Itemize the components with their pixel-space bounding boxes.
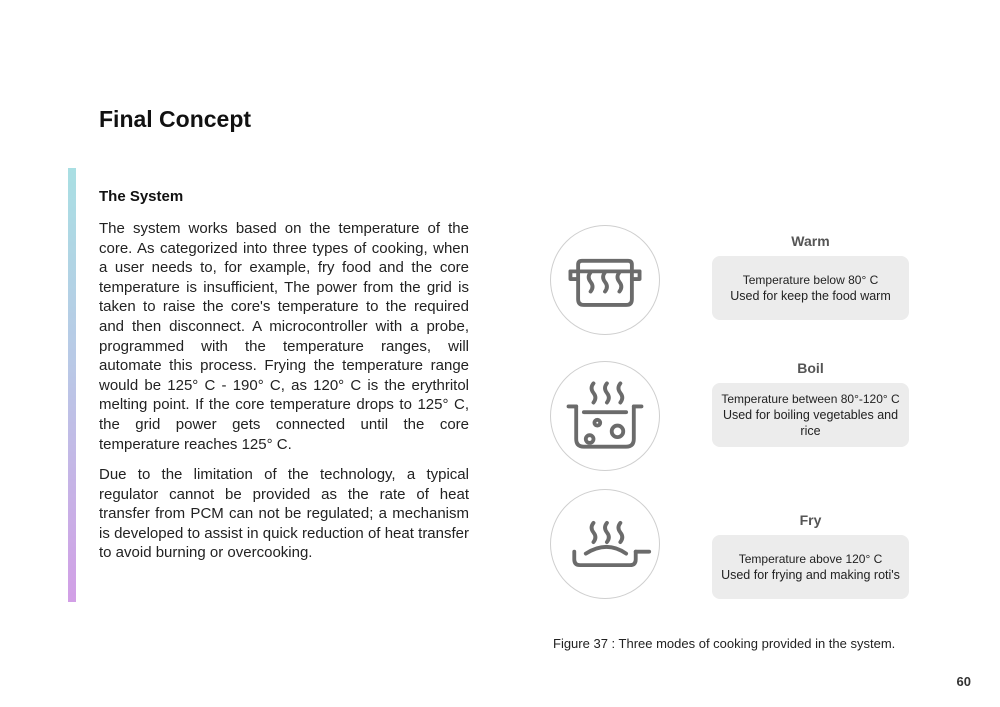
frying-pan-icon: [550, 489, 660, 599]
mode-card-boil: [712, 383, 909, 447]
mode-card-warm: [712, 256, 909, 320]
warming-pot-icon: [550, 225, 660, 335]
mode-title-warm: Warm: [791, 233, 830, 249]
mode-temperature: Temperature above 120° C: [738, 552, 883, 566]
body-paragraph: Due to the limitation of the technology, a typical regulator cannot be provided as the rate of heat transfer from PCM can not be regulated; a mechanism is developed to assist in quick reduction of heat transfer to avoid burning or overcooking.: [99, 466, 469, 562]
mode-title-boil: Boil: [797, 360, 824, 376]
mode-usage: Used for boiling vegetables and rice: [722, 408, 899, 438]
section-heading: The System: [99, 188, 184, 205]
page-number: 60: [956, 674, 971, 689]
mode-usage: Used for keep the food warm: [730, 289, 891, 303]
body-paragraph: The system works based on the temperature of the core. As categorized into three types of cooking, when a user needs to, for example, fry food and the core temperature is insufficient, The power from the grid is taken to raise the core's temperature to the required and then disconnect. A microcontroller with a probe, programmed with the temperature ranges, will automate this process. Frying the temperature range would be 125° C - 190° C, as 120° C is the erythritol melting point. If the core temperature drops to 125° C, the grid power gets connected until the core temperature reaches 125° C.: [99, 220, 469, 453]
figure-caption: Figure 37 : Three modes of cooking provided in the system.: [553, 636, 896, 651]
mode-card-fry: [712, 535, 909, 599]
accent-bar: [68, 168, 76, 602]
mode-title-fry: Fry: [799, 512, 822, 528]
mode-temperature: Temperature between 80°-120° C: [721, 392, 900, 406]
mode-usage: Used for frying and making roti's: [721, 568, 900, 582]
boiling-pot-icon: [550, 361, 660, 471]
page-title: Final Concept: [99, 106, 252, 132]
mode-temperature: Temperature below 80° C: [742, 273, 879, 287]
